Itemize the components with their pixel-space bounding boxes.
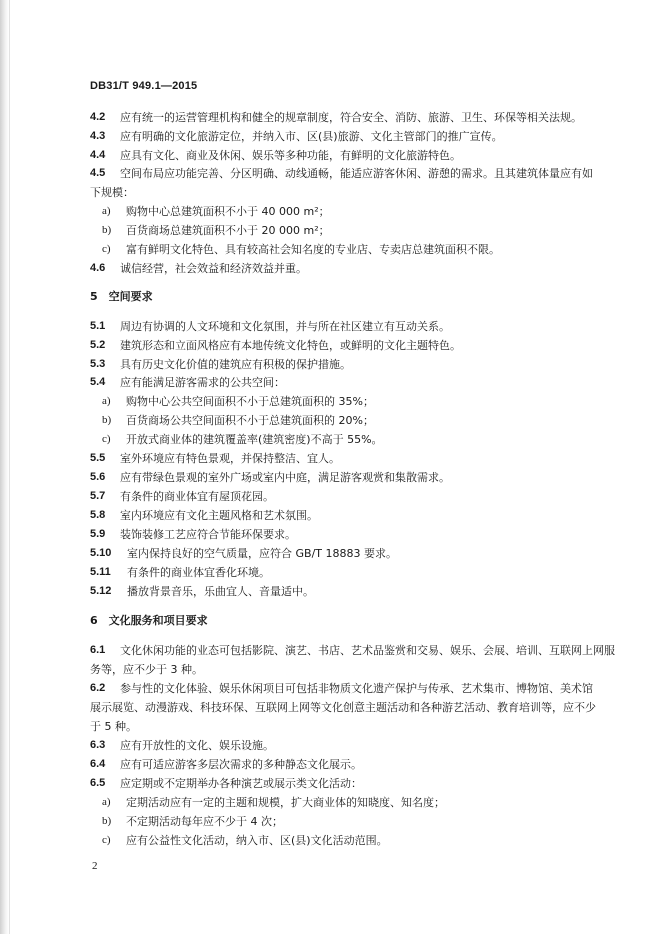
clause-number: 5.7 [90, 490, 106, 502]
clause-text: 应有带绿色景观的室外广场或室内中庭，满足游客观赏和集散需求。 [120, 471, 450, 484]
clause-text: 应有开放性的文化、娱乐设施。 [120, 739, 274, 752]
clause-number: 6.2 [90, 682, 106, 694]
clause-number: 5.12 [90, 585, 112, 597]
clause-number: 5.5 [90, 452, 106, 464]
scan-edge [0, 0, 9, 934]
clause-number: 6.4 [90, 758, 106, 770]
clause-number: 5.8 [90, 509, 106, 521]
clause-text: 室内保持良好的空气质量，应符合 GB/T 18883 要求。 [127, 547, 397, 560]
clause-text: 应定期或不定期举办各种演艺或展示类文化活动： [120, 777, 362, 790]
clause-number: 4.5 [90, 167, 106, 179]
clause-text: 应有能满足游客需求的公共空间： [120, 376, 285, 389]
clause-text-continuation: 展示展览、动漫游戏、科技环保、互联网上网等文化创意主题活动和各种游艺活动、教育培训等，应不少 [90, 701, 596, 714]
list-item-text: 定期活动应有一定的主题和规模，扩大商业体的知晓度、知名度； [126, 796, 445, 809]
clause-text: 周边有协调的人文环境和文化氛围，并与所在社区建立有互动关系。 [120, 320, 450, 333]
clause-text: 有条件的商业体宜有屋顶花园。 [120, 490, 274, 503]
section-heading: 6 文化服务和项目要求 [90, 614, 208, 627]
clause-text: 有条件的商业体宜香化环境。 [127, 566, 270, 579]
clause-number: 5.9 [90, 528, 106, 540]
clause-text: 建筑形态和立面风格应有本地传统文化特色，或鲜明的文化主题特色。 [120, 339, 461, 352]
clause-text-continuation: 务等，应不少于 3 种。 [90, 663, 203, 676]
clause-text: 装饰装修工艺应符合节能环保要求。 [120, 528, 296, 541]
clause-text: 应具有文化、商业及休闲、娱乐等多种功能，有鲜明的文化旅游特色。 [120, 149, 461, 162]
list-item-text: 应有公益性文化活动，纳入市、区(县)文化活动范围。 [126, 834, 388, 847]
clause-text: 空间布局应功能完善、分区明确、动线通畅，能适应游客休闲、游憩的需求。且其建筑体量应有如 [120, 167, 593, 180]
clause-number: 5.11 [90, 566, 111, 578]
clause-number: 5.1 [90, 320, 106, 332]
list-letter: a) [102, 205, 111, 217]
clause-text: 具有历史文化价值的建筑应有积极的保护措施。 [120, 358, 351, 371]
clause-number: 6.1 [90, 644, 106, 656]
clause-text-continuation: 于 5 种。 [90, 720, 137, 733]
list-letter: b) [102, 224, 112, 236]
clause-number: 5.6 [90, 471, 106, 483]
list-letter: c) [102, 433, 111, 445]
clause-text: 诚信经营，社会效益和经济效益并重。 [120, 262, 307, 275]
list-item-text: 购物中心总建筑面积不小于 40 000 m²； [126, 205, 330, 218]
clause-text: 参与性的文化体验、娱乐休闲项目可包括非物质文化遗产保护与传承、艺术集市、博物馆、美术馆 [120, 682, 593, 695]
list-letter: b) [102, 815, 112, 827]
clause-number: 5.4 [90, 376, 106, 388]
clause-text-continuation: 下规模： [90, 186, 134, 199]
clause-text: 应有统一的运营管理机构和健全的规章制度，符合安全、消防、旅游、卫生、环保等相关法规。 [120, 111, 582, 124]
clause-number: 4.3 [90, 130, 106, 142]
list-item-text: 购物中心公共空间面积不小于总建筑面积的 35%； [126, 395, 374, 408]
list-item-text: 开放式商业体的建筑覆盖率(建筑密度)不高于 55%。 [126, 433, 383, 446]
clause-text: 室外环境应有特色景观，并保持整洁、宜人。 [120, 452, 340, 465]
document-code: DB31/T 949.1—2015 [90, 80, 198, 92]
list-item-text: 百货商场公共空间面积不小于总建筑面积的 20%； [126, 414, 374, 427]
clause-number: 5.2 [90, 339, 106, 351]
clause-text: 播放背景音乐，乐曲宜人、音量适中。 [127, 585, 314, 598]
list-letter: c) [102, 834, 111, 846]
clause-number: 4.2 [90, 111, 106, 123]
list-item-text: 不定期活动每年应不少于 4 次； [126, 815, 283, 828]
list-item-text: 百货商场总建筑面积不小于 20 000 m²； [126, 224, 330, 237]
clause-text: 应有可适应游客多层次需求的多种静态文化展示。 [120, 758, 362, 771]
clause-text: 室内环境应有文化主题风格和艺术氛围。 [120, 509, 318, 522]
clause-text: 文化休闲功能的业态可包括影院、演艺、书店、艺术品鉴赏和交易、娱乐、会展、培训、互联网上网服 [120, 644, 615, 657]
clause-text: 应有明确的文化旅游定位，并纳入市、区(县)旅游、文化主管部门的推广宣传。 [120, 130, 503, 143]
list-letter: b) [102, 414, 112, 426]
scan-edge-line [9, 0, 10, 934]
clause-number: 5.10 [90, 547, 112, 559]
section-heading: 5 空间要求 [90, 290, 153, 303]
clause-number: 6.3 [90, 739, 106, 751]
list-item-text: 富有鲜明文化特色、具有较高社会知名度的专业店、专卖店总建筑面积不限。 [126, 243, 500, 256]
clause-number: 4.4 [90, 149, 106, 161]
page-number: 2 [92, 860, 98, 872]
clause-number: 4.6 [90, 262, 106, 274]
list-letter: a) [102, 395, 111, 407]
clause-number: 5.3 [90, 358, 106, 370]
list-letter: c) [102, 243, 111, 255]
list-letter: a) [102, 796, 111, 808]
clause-number: 6.5 [90, 777, 106, 789]
